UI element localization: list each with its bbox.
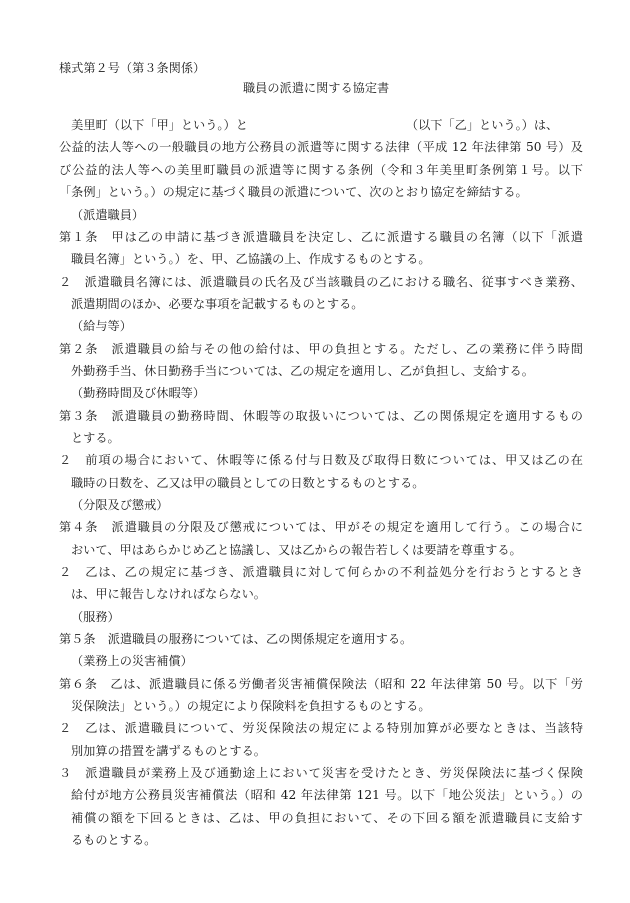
document-title: 職員の派遣に関する協定書 [243,81,390,95]
article-6-para-3-line-1: ３ 派遣職員が業務上及び通勤途上において災害を受けたとき、労災保険法に基づく保険 [59,766,583,780]
heading-working-hours: （勤務時間及び休暇等） [71,386,206,400]
article-5-line-1: 第５条 派遣職員の服務については、乙の関係規定を適用する。 [59,632,413,646]
article-6-para-3-line-2: 給付が地方公務員災害補償法（昭和 42 年法律第 121 号。以下「地公災法」という。）の [71,788,583,802]
article-4-para-2-line-1: ２ 乙は、乙の規定に基づき、派遣職員に対して何らかの不利益処分を行おうとするとき [59,565,583,579]
article-1-para-2-line-1: ２ 派遣職員名簿には、派遣職員の氏名及び当該職員の乙における職名、従事すべき業務、 [59,275,583,289]
preamble-line-1-part-a: 美里町（以下「甲」という。）と [59,118,248,132]
preamble-line-3: び公益的法人等への美里町職員の派遣等に関する条例（令和３年美里町条例第１号。以下 [59,163,583,177]
article-2-line-1: 第２条 派遣職員の給与その他の給付は、甲の負担とする。ただし、乙の業務に伴う時間 [59,342,583,356]
article-1-line-1: 第１条 甲は乙の申請に基づき派遣職員を決定し、乙に派遣する職員の名簿（以下「派遣 [59,230,583,244]
article-4-line-2: おいて、甲はあらかじめ乙と協議し、又は乙からの報告若しくは要請を尊重する。 [71,543,522,557]
preamble-line-4: 「条例」という。）の規定に基づく職員の派遣について、次のとおり協定を締結する。 [59,185,528,199]
article-3-para-2-line-2: 職時の日数を、乙又は甲の職員としての日数とするものとする。 [71,476,425,490]
heading-accident-compensation: （業務上の災害補償） [71,654,193,668]
heading-dispatched-staff: （派遣職員） [71,208,145,222]
article-4-line-1: 第４条 派遣職員の分限及び懲戒については、甲がその規定を適用して行う。この場合に [59,520,583,534]
article-2-line-2: 外勤務手当、休日勤務手当については、乙の規定を適用し、乙が負担し、支給する。 [71,364,534,378]
article-3-line-2: とする。 [71,431,120,445]
article-6-para-2-line-1: ２ 乙は、派遣職員について、労災保険法の規定による特別加算が必要なときは、当該特 [59,721,583,735]
article-6-para-2-line-2: 別加算の措置を講ずるものとする。 [71,744,266,758]
form-label: 様式第２号（第３条関係） [59,61,206,75]
article-6-line-1: 第６条 乙は、派遣職員に係る労働者災害補償保険法（昭和 22 年法律第 50 号。以下「労 [59,677,583,691]
article-1-line-2: 職員名簿」という。）を、甲、乙協議の上、作成するものとする。 [71,252,431,266]
heading-service: （服務） [71,610,120,624]
preamble-line-2: 公益的法人等への一般職員の地方公務員の派遣等に関する法律（平成 12 年法律第 50 号）及 [59,140,583,154]
heading-salary: （給与等） [71,319,132,333]
article-6-para-3-line-3: 補償の額を下回るときは、乙は、甲の負担において、その下回る額を派遣職員に支給す [71,811,583,825]
article-1-para-2-line-2: 派遣期間のほか、必要な事項を記載するものとする。 [71,297,364,311]
article-3-para-2-line-1: ２ 前項の場合において、休暇等に係る付与日数及び取得日数については、甲又は乙の在 [59,453,583,467]
article-3-line-1: 第３条 派遣職員の勤務時間、休暇等の取扱いについては、乙の関係規定を適用するもの [59,409,583,423]
article-6-para-3-line-4: るものとする。 [71,833,157,847]
article-4-para-2-line-2: は、甲に報告しなければならない。 [71,587,266,601]
preamble-line-1 [59,117,583,133]
heading-discipline: （分限及び懲戒） [71,498,169,512]
article-6-line-2: 災保険法」という。）の規定により保険料を負担するものとする。 [71,699,431,713]
preamble-line-1-part-b: （以下「乙」という。）は、 [405,118,559,132]
